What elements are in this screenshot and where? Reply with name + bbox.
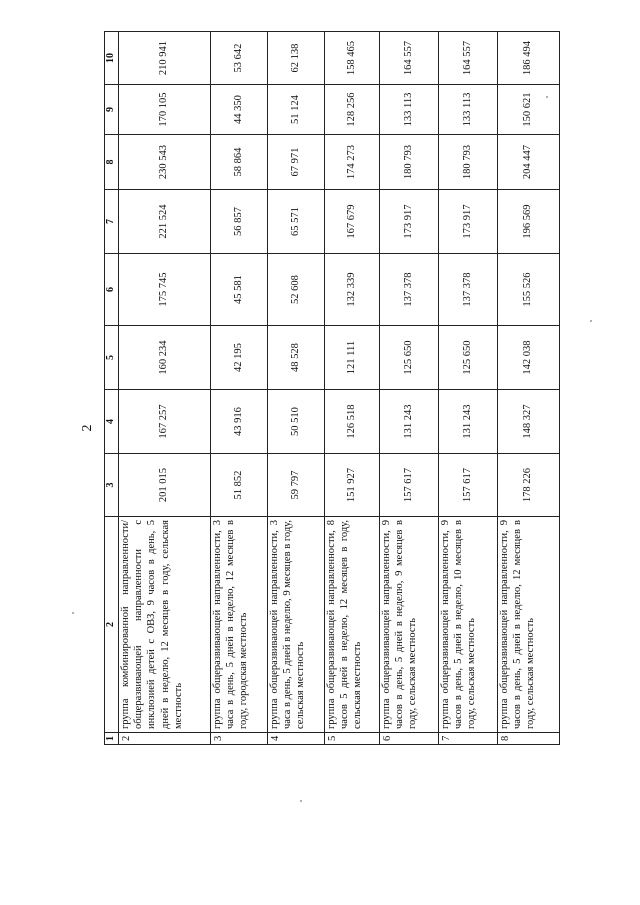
value-cell: 53 642 — [210, 32, 267, 85]
value-cell: 221 524 — [118, 190, 210, 254]
value-cell: 44 350 — [210, 85, 267, 135]
value-cell: 204 447 — [497, 135, 559, 190]
value-cell: 174 273 — [324, 135, 379, 190]
row-number: 5 — [324, 733, 379, 745]
row-number: 2 — [118, 733, 210, 745]
value-cell: 186 494 — [497, 32, 559, 85]
table-row — [324, 32, 379, 745]
rotated-table-area — [104, 32, 537, 745]
value-cell: 151 927 — [324, 454, 379, 517]
value-cell: 157 617 — [379, 454, 438, 517]
value-cell: 173 917 — [438, 190, 497, 254]
value-cell: 178 226 — [497, 454, 559, 517]
table-row — [497, 32, 559, 745]
value-cell: 210 941 — [118, 32, 210, 85]
value-cell: 128 256 — [324, 85, 379, 135]
value-cell: 142 038 — [497, 326, 559, 390]
value-cell: 48 528 — [267, 326, 324, 390]
value-cell: 125 650 — [379, 326, 438, 390]
header-cell: 7 — [105, 190, 119, 254]
value-cell: 158 465 — [324, 32, 379, 85]
value-cell: 45 581 — [210, 254, 267, 326]
header-cell: 4 — [105, 390, 119, 454]
value-cell: 148 327 — [497, 390, 559, 454]
header-cell: 3 — [105, 454, 119, 517]
page-number: 2 — [80, 424, 95, 432]
value-cell: 131 243 — [379, 390, 438, 454]
value-cell: 42 195 — [210, 326, 267, 390]
value-cell: 201 015 — [118, 454, 210, 517]
value-cell: 121 111 — [324, 326, 379, 390]
scan-speck — [590, 320, 592, 322]
row-number: 6 — [379, 733, 438, 745]
header-cell: 10 — [105, 32, 119, 85]
value-cell: 173 917 — [379, 190, 438, 254]
value-cell: 160 234 — [118, 326, 210, 390]
row-number: 3 — [210, 733, 267, 745]
table-wrapper — [104, 32, 537, 745]
value-cell: 52 608 — [267, 254, 324, 326]
value-cell: 175 745 — [118, 254, 210, 326]
header-cell: 8 — [105, 135, 119, 190]
value-cell: 62 138 — [267, 32, 324, 85]
value-cell: 51 852 — [210, 454, 267, 517]
value-cell: 133 113 — [379, 85, 438, 135]
value-cell: 125 650 — [438, 326, 497, 390]
value-cell: 155 526 — [497, 254, 559, 326]
table-row — [379, 32, 438, 745]
table-row — [438, 32, 497, 745]
value-cell: 167 257 — [118, 390, 210, 454]
value-cell: 65 571 — [267, 190, 324, 254]
value-cell: 167 679 — [324, 190, 379, 254]
header-cell: 9 — [105, 85, 119, 135]
row-description: группа общеразвивающей направленности, 9 часов в день, 5 дней в неделю, 12 месяцев в году, сельская местность — [497, 517, 559, 733]
row-description: группа общеразвивающей направленности, 3 часа в день, 5 дней в неделю, 12 месяцев в году, городская местность — [210, 517, 267, 733]
table-row — [118, 32, 210, 745]
row-number: 7 — [438, 733, 497, 745]
header-row — [105, 32, 119, 745]
row-description: группа комбинированной направленности/общеразвивающей направленности с инклюзией детей с ОВЗ, 9 часов в день, 5 дней в неделю, 12 месяцев в году, сельская местность — [118, 517, 210, 733]
value-cell: 170 105 — [118, 85, 210, 135]
value-cell: 50 510 — [267, 390, 324, 454]
scan-speck — [300, 800, 302, 802]
tariff-table — [104, 31, 560, 745]
header-cell: 5 — [105, 326, 119, 390]
table-row — [210, 32, 267, 745]
value-cell: 180 793 — [438, 135, 497, 190]
value-cell: 59 797 — [267, 454, 324, 517]
row-number: 8 — [497, 733, 559, 745]
scan-speck — [72, 612, 74, 614]
value-cell: 132 339 — [324, 254, 379, 326]
header-cell: 1 — [105, 733, 119, 745]
row-description: группа общеразвивающей направленности, 9 часов в день, 5 дней в неделю, 10 месяцев в году, сельская местность — [438, 517, 497, 733]
value-cell: 150 621 — [497, 85, 559, 135]
row-description: группа общеразвивающей направленности, 9 часов в день, 5 дней в неделю, 9 месяцев в году, сельская местность — [379, 517, 438, 733]
value-cell: 56 857 — [210, 190, 267, 254]
value-cell: 51 124 — [267, 85, 324, 135]
row-number: 4 — [267, 733, 324, 745]
value-cell: 157 617 — [438, 454, 497, 517]
table-row — [267, 32, 324, 745]
row-description: группа общеразвивающей направленности, 8 часов 5 дней в неделю, 12 месяцев в году, сельская местность — [324, 517, 379, 733]
value-cell: 133 113 — [438, 85, 497, 135]
value-cell: 196 569 — [497, 190, 559, 254]
value-cell: 131 243 — [438, 390, 497, 454]
value-cell: 67 971 — [267, 135, 324, 190]
value-cell: 164 557 — [379, 32, 438, 85]
value-cell: 43 916 — [210, 390, 267, 454]
value-cell: 58 864 — [210, 135, 267, 190]
header-cell: 6 — [105, 254, 119, 326]
header-cell: 2 — [105, 517, 119, 733]
value-cell: 126 518 — [324, 390, 379, 454]
value-cell: 164 557 — [438, 32, 497, 85]
scan-speck — [546, 96, 548, 98]
value-cell: 180 793 — [379, 135, 438, 190]
value-cell: 137 378 — [379, 254, 438, 326]
value-cell: 137 378 — [438, 254, 497, 326]
value-cell: 230 543 — [118, 135, 210, 190]
row-description: группа общеразвивающей направленности, 3 часа в день, 5 дней в неделю, 9 месяцев в году, сельская местность — [267, 517, 324, 733]
